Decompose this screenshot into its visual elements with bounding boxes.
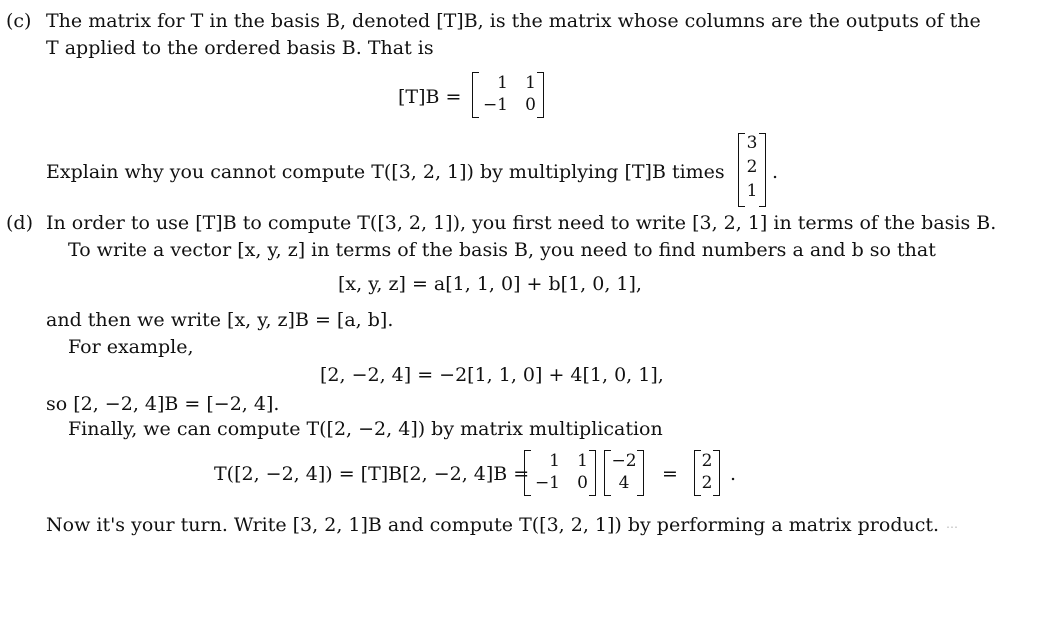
part-d-line2: To write a vector [x, y, z] in terms of the basis B, you need to find numbers a and b so that <box>68 239 936 261</box>
tb-equation-lhs: [T]B = <box>398 86 462 108</box>
matrix-cell: 0 <box>525 95 536 115</box>
tb-matrix <box>472 72 544 118</box>
part-d-line5: so [2, −2, 4]B = [−2, 4]. <box>46 393 280 415</box>
example-equation: [2, −2, 4] = −2[1, 1, 0] + 4[1, 0, 1], <box>320 364 664 386</box>
matrix-cell: 1 <box>577 451 588 471</box>
matrix-cell: 1 <box>497 73 508 93</box>
period: . <box>772 161 779 183</box>
vector-cell: 4 <box>618 473 630 493</box>
part-d-last-line: Now it's your turn. Write [3, 2, 1]B and compute T([3, 2, 1]) by performing a matrix product. <box>46 514 940 536</box>
vector-cell: −2 <box>611 451 637 471</box>
final-vector-b <box>604 450 644 496</box>
column-vector-321 <box>738 133 766 207</box>
part-c-explain: Explain why you cannot compute T([3, 2, 1]) by multiplying [T]B times <box>46 161 725 183</box>
matrix-cell: 1 <box>549 451 560 471</box>
basis-equation: [x, y, z] = a[1, 1, 0] + b[1, 0, 1], <box>338 273 642 295</box>
vector-cell: 1 <box>746 181 758 201</box>
matrix-cell: −1 <box>534 473 560 493</box>
vector-cell: 2 <box>701 473 713 493</box>
vector-cell: 2 <box>746 157 758 177</box>
equals-sign: = <box>662 463 678 485</box>
part-c-line2: T applied to the ordered basis B. That is <box>46 37 434 59</box>
part-d-line3: and then we write [x, y, z]B = [a, b]. <box>46 309 394 331</box>
part-c-label: (c) <box>6 10 32 32</box>
faint-mark: ⋯ <box>946 520 958 534</box>
vector-cell: 2 <box>701 451 713 471</box>
part-d-line6: Finally, we can compute T([2, −2, 4]) by matrix multiplication <box>68 418 663 440</box>
part-d-line4: For example, <box>68 336 194 358</box>
matrix-cell: 0 <box>577 473 588 493</box>
final-result-vector <box>694 450 720 496</box>
part-d-line1: In order to use [T]B to compute T([3, 2, 1]), you first need to write [3, 2, 1] in terms of the basis B. <box>46 212 997 234</box>
part-d-label: (d) <box>6 212 33 234</box>
final-equation-lhs: T([2, −2, 4]) = [T]B[2, −2, 4]B = <box>214 463 530 485</box>
final-tb-matrix <box>524 450 596 496</box>
period: . <box>730 463 737 485</box>
matrix-cell: −1 <box>482 95 508 115</box>
part-c-line1: The matrix for T in the basis B, denoted [T]B, is the matrix whose columns are the outputs of the <box>46 10 981 32</box>
matrix-cell: 1 <box>525 73 536 93</box>
vector-cell: 3 <box>746 133 758 153</box>
